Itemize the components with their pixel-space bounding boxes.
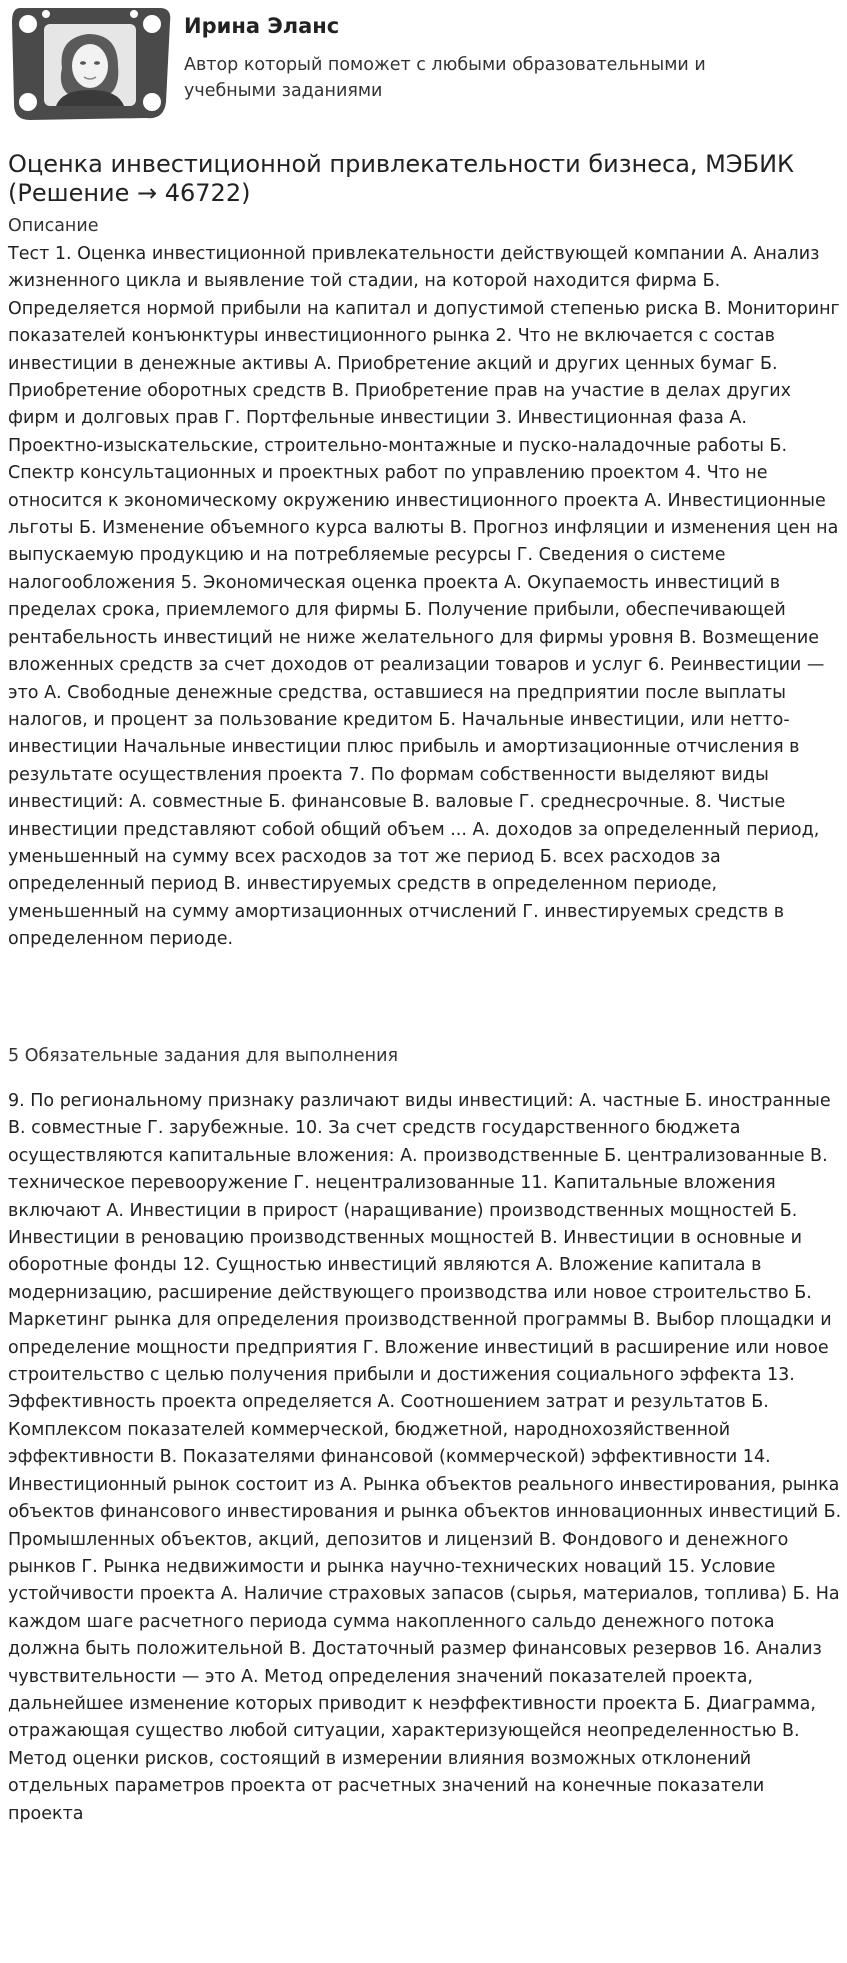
description-label: Описание: [8, 216, 99, 236]
required-tasks-text: 9. По региональному признаку различают виды инвестиций: А. частные Б. иностранные В. совместные Г. зарубежные. 10. За счет средств государственного бюджета осуществляются капитальные вложения: А. производственные Б. централизованные В. техническое перевооружение Г. нецентрализованные 11. Капитальные вложения включают А. Инвестиции в прирост (наращивание) производственных мощностей Б. Инвестиции в реновацию производственных мощностей В. Инвестиции в основные и оборотные фонды 12. Сущностью инвестиций являются А. Вложение капитала в модернизацию, расширение действующего производства или новое строительство Б. Маркетинг рынка для определения производственной программы В. Выбор площадки и определение мощности предприятия Г. Вложение инвестиций в расширение или новое строительство с целью получения прибыли и достижения социального эффекта 13. Эффективность проекта определяется А. Соотношением затрат и результатов Б. Комплексом показателей коммерческой, бюджетной, народнохозяйственной эффективности В. Показателями финансовой (коммерческой) эффективности 14. Инвестиционный рынок состоит из А. Рынка объектов реального инвестирования, рынка объектов финансового инвестирования и рынка объектов инновационных инвестиций Б. Промышленных объектов, акций, депозитов и лицензий В. Фондового и денежного рынков Г. Рынка недвижимости и рынка научно-технических новаций 15. Условие устойчивости проекта А. Наличие страховых запасов (сырья, материалов, топлива) Б. На каждом шаге расчетного периода сумма накопленного сальдо денежного потока должна быть положительной В. Достаточный размер финансовых резервов 16. Анализ чувствительности — это А. Метод определения значений показателей проекта, дальнейшее изменение которых приводит к неэффективности проекта Б. Диаграмма, отражающая существо любой ситуации, характеризующейся неопределенностью В. Метод оценки рисков, состоящий в измерении влияния возможных отклонений отдельных параметров проекта от расчетных значений на конечные показатели проекта: [8, 1091, 842, 1824]
author-description: Автор который поможет с любыми образовательными и учебными заданиями: [184, 55, 706, 101]
description-text: Тест 1. Оценка инвестиционной привлекательности действующей компании А. Анализ жизненного цикла и выявление той стадии, на которой находится фирма Б. Определяется нормой прибыли на капитал и допустимой степенью риска В. Мониторинг показателей конъюнктуры инвестиционного рынка 2. Что не включается с состав инвестиции в денежные активы А. Приобретение акций и других ценных бумаг Б. Приобретение оборотных средств В. Приобретение прав на участие в делах других фирм и долговых прав Г. Портфельные инвестиции 3. Инвестиционная фаза А. Проектно-изыскательские, строительно-монтажные и пуско-наладочные работы Б. Спектр консультационных и проектных работ по управлению проектом 4. Что не относится к экономическому окружению инвестиционного проекта А. Инвестиционные льготы Б. Изменение объемного курса валюты В. Прогноз инфляции и изменения цен на выпускаемую продукцию и на потребляемые ресурсы Г. Сведения о системе налогообложения 5. Экономическая оценка проекта А. Окупаемость инвестиций в пределах срока, приемлемого для фирмы Б. Получение прибыли, обеспечивающей рентабельность инвестиций не ниже желательного для фирмы уровня В. Возмещение вложенных средств за счет доходов от реализации товаров и услуг 6. Реинвестиции — это А. Свободные денежные средства, оставшиеся на предприятии после выплаты налогов, и процент за пользование кредитом Б. Начальные инвестиции, или нетто-инвестиции Начальные инвестиции плюс прибыль и амортизационные отчисления в результате осуществления проекта 7. По формам собственности выделяют виды инвестиций: А. совместные Б. финансовые В. валовые Г. среднесрочные. 8. Чистые инвестиции представляют собой общий объем ... А. доходов за определенный период, уменьшенный на сумму всех расходов за тот же период Б. всех расходов за определенный период В. инвестируемых средств в определенном периоде, уменьшенный на сумму амортизационных отчислений Г. инвестируемых средств в определенном периоде.: [8, 244, 840, 950]
author-name[interactable]: Ирина Эланс: [184, 14, 340, 38]
author-avatar[interactable]: [6, 2, 174, 124]
required-tasks-label: 5 Обязательные задания для выполнения: [8, 1046, 399, 1066]
author-card: [6, 2, 841, 128]
page-title: Оценка инвестиционной привлекательности бизнеса, МЭБИК (Решение → 46722): [8, 150, 795, 207]
